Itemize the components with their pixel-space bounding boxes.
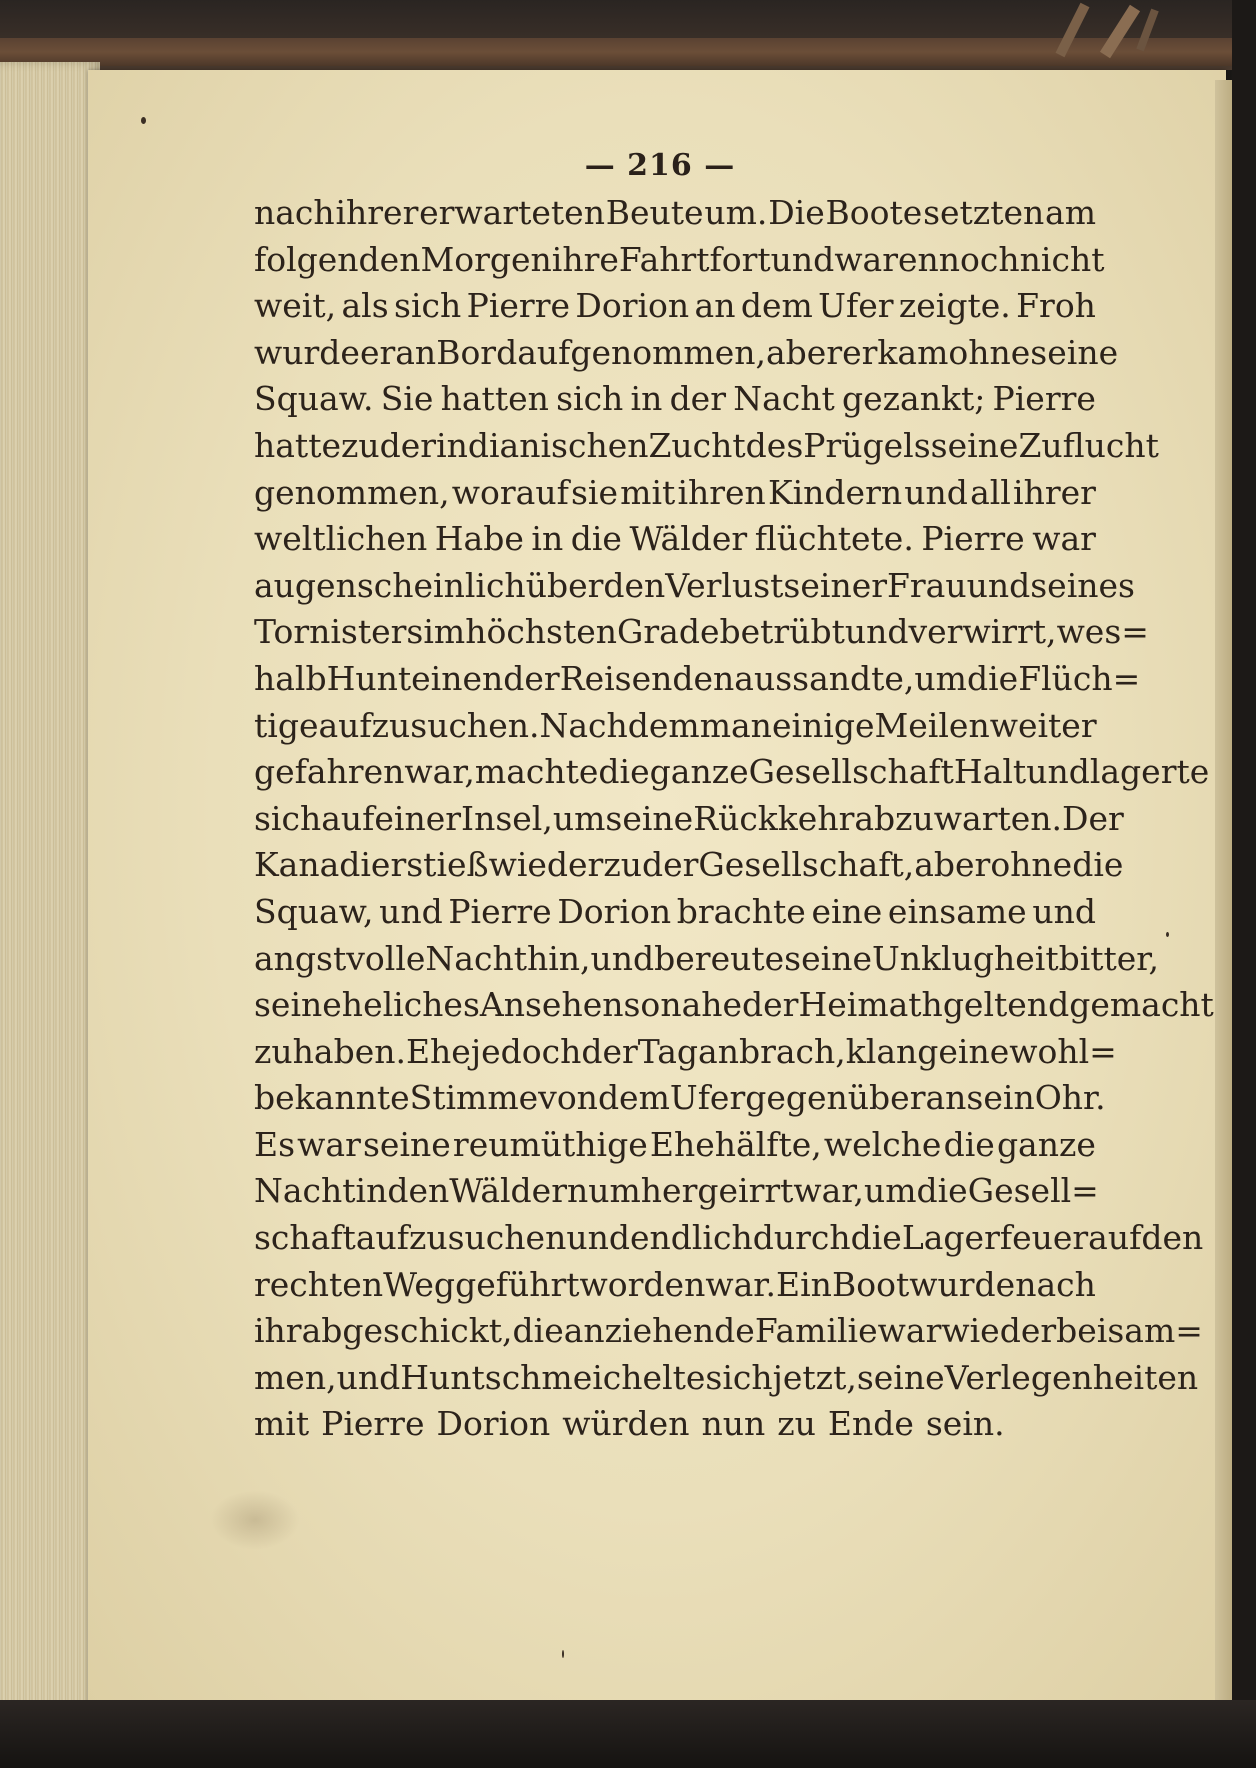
word: sein (254, 985, 323, 1025)
word: klang (845, 1031, 939, 1071)
word: geführt (455, 1264, 580, 1304)
word: bekannte (254, 1078, 410, 1118)
word: Nachdem (539, 705, 700, 745)
word: Pierre (321, 1404, 425, 1444)
word: brachte (676, 891, 806, 931)
word: der (581, 1031, 638, 1071)
word: Der (1062, 798, 1124, 838)
text-line (254, 936, 1159, 983)
word: indianischen (436, 425, 649, 465)
word: Verlegenheiten (944, 1357, 1199, 1397)
word: sich (556, 379, 624, 419)
word: umher (588, 1171, 698, 1211)
word: ohne (948, 332, 1031, 372)
word: Bord (436, 332, 518, 372)
word: im (423, 612, 466, 652)
word: am (1045, 193, 1096, 232)
word: Zuflucht (1018, 425, 1159, 465)
word: Grade (617, 612, 720, 652)
page-number: — 216 — (584, 148, 736, 183)
background-right (1232, 0, 1256, 1768)
word: hin, (526, 938, 591, 978)
word: und (844, 612, 909, 652)
word: Sie (380, 379, 434, 419)
word: sein. (925, 1404, 1005, 1444)
word: war (877, 1311, 942, 1351)
word: geirrt (697, 1171, 794, 1211)
text-line (254, 563, 1135, 610)
word: war. (705, 1264, 776, 1304)
word: kam (877, 332, 949, 372)
word: in (531, 519, 564, 559)
word: sich (254, 798, 322, 838)
word: seine (856, 1357, 945, 1397)
word: den (603, 565, 666, 605)
word: man (699, 705, 772, 745)
text-line (254, 842, 1124, 889)
word: haben. (292, 1031, 406, 1071)
word: Die (768, 193, 825, 232)
word: Flüch= (1018, 658, 1141, 698)
word: über (525, 565, 604, 605)
word: um (863, 1171, 917, 1211)
word: flüchtete. (754, 519, 914, 559)
word: aber (766, 332, 843, 372)
word: noch (938, 239, 1020, 279)
word: nach (254, 193, 335, 232)
word: Nacht (425, 938, 527, 978)
book-cover-bottom (0, 1700, 1256, 1768)
word: bereute (654, 938, 785, 978)
word: Ufer (818, 286, 894, 326)
word: die (850, 1218, 902, 1258)
word: und (566, 1218, 630, 1258)
text-line (254, 1308, 1203, 1355)
text-line (254, 889, 1096, 936)
word: Tag (637, 1031, 699, 1071)
word: folgenden (254, 239, 421, 279)
page-smudge (210, 1490, 300, 1550)
text-line (254, 703, 1096, 750)
word: zu (254, 1031, 293, 1071)
word: Zucht (648, 425, 746, 465)
word: seine (930, 425, 1019, 465)
word: und (1026, 752, 1090, 792)
word: seine (605, 798, 694, 838)
word: des (745, 425, 804, 465)
word: Ehe (405, 1031, 471, 1071)
word: Insel, (461, 798, 553, 838)
word: Halt (953, 752, 1027, 792)
word: schmeichelte (484, 1357, 706, 1397)
text-line (254, 749, 1210, 796)
word: anziehende (563, 1311, 755, 1351)
word: der (503, 658, 560, 698)
word: abgeschickt, (301, 1311, 513, 1351)
word: gemacht (1069, 985, 1214, 1025)
text-line (254, 190, 1096, 237)
word: und (904, 472, 968, 512)
word: und (379, 891, 443, 931)
word: wohl= (1009, 1031, 1117, 1071)
word: den (387, 1171, 450, 1211)
word: Gesellschaft, (698, 845, 915, 885)
word: und (336, 1357, 401, 1397)
word: um (914, 658, 967, 698)
word: an (925, 1078, 967, 1118)
word: einige (771, 705, 875, 745)
word: um. (704, 193, 768, 232)
word: einsame (887, 891, 1027, 931)
text-line (254, 470, 1096, 517)
word: in (630, 379, 663, 419)
word: Prügels (803, 425, 931, 465)
word: in (355, 1171, 388, 1211)
word: Fahrt (618, 239, 710, 279)
binding-cord-icon (1040, 0, 1160, 60)
word: Wälder (629, 519, 748, 559)
word: und (590, 938, 655, 978)
word: Heimath (798, 985, 943, 1025)
word: gegenüber (745, 1078, 926, 1118)
word: jedoch (470, 1031, 582, 1071)
text-line (254, 423, 1159, 470)
word: aufzusuchen (355, 1218, 567, 1258)
word: endlich (629, 1218, 753, 1258)
text-line (254, 656, 1141, 703)
word: aussandte, (734, 658, 915, 698)
text-line (254, 609, 1149, 656)
word: die (943, 1124, 995, 1164)
word: und (770, 239, 835, 279)
word: zu (603, 845, 642, 885)
ink-speck (141, 117, 146, 124)
text-line (254, 516, 1096, 563)
text-line (254, 1122, 1096, 1169)
word: Kanadier (254, 845, 407, 885)
word: seine (784, 938, 872, 978)
word: Nacht (733, 379, 835, 419)
word: die (916, 1171, 968, 1211)
word: Lagerfeuer (901, 1218, 1089, 1258)
word: abzuwarten. (854, 798, 1063, 838)
word: Meilen (874, 705, 990, 745)
word: war (1032, 519, 1096, 559)
word: Pierre (992, 379, 1096, 419)
word: tige (254, 705, 319, 745)
word: eine (811, 891, 883, 931)
word: ihrer (335, 193, 419, 232)
word: mit (254, 1404, 310, 1444)
word: geltend (942, 985, 1070, 1025)
word: Tornisters (254, 612, 424, 652)
word: welche (823, 1124, 942, 1164)
word: den (1141, 1218, 1204, 1258)
word: Dorion (436, 1404, 551, 1444)
word: höchsten (465, 612, 618, 652)
word: ganze (996, 1124, 1096, 1164)
word: Habe (434, 519, 524, 559)
word: Dorion (575, 286, 690, 326)
word: Wäldern (449, 1171, 589, 1211)
word: war, (404, 752, 475, 792)
word: jetzt, (772, 1357, 857, 1397)
word: ihren (677, 472, 766, 512)
word: seine (1030, 332, 1119, 372)
text-line (254, 1168, 1099, 1215)
word: stieß (406, 845, 489, 885)
word: nahe (660, 985, 743, 1025)
word: Squaw. (254, 379, 374, 419)
word: Nacht (254, 1171, 356, 1211)
word: die (966, 658, 1019, 698)
word: aufgenommen, (517, 332, 766, 372)
text-line (254, 796, 1124, 843)
word: zu (340, 425, 380, 465)
word: ihrer (1013, 472, 1096, 512)
word: der (641, 845, 699, 885)
word: der (669, 379, 726, 419)
word: worauf (451, 472, 569, 512)
word: Frau (887, 565, 967, 605)
word: wieder (488, 845, 604, 885)
word: men, (254, 1357, 337, 1397)
text-line (254, 1401, 1096, 1448)
word: anbrach, (698, 1031, 846, 1071)
word: Dorion (557, 891, 672, 931)
word: er (842, 332, 878, 372)
word: waren (834, 239, 939, 279)
word: sie (570, 472, 619, 512)
word: wieder (941, 1311, 1057, 1351)
word: Familie (754, 1311, 878, 1351)
word: fort (709, 239, 771, 279)
word: seiner (783, 565, 887, 605)
word: an (694, 286, 736, 326)
word: nicht (1019, 239, 1105, 279)
word: ganze (649, 752, 749, 792)
word: rechten (254, 1264, 384, 1304)
word: von (538, 1078, 598, 1118)
page-stack-edge (0, 62, 100, 1712)
word: Kindern (767, 472, 903, 512)
word: Reisenden (559, 658, 735, 698)
word: Ansehen (479, 985, 624, 1025)
word: machte (474, 752, 599, 792)
word: er (359, 332, 396, 372)
word: verwirrt, (908, 612, 1057, 652)
word: ohne (990, 845, 1073, 885)
word: mit (620, 472, 676, 512)
word: Verlust (665, 565, 784, 605)
word: Gesellschaft (748, 752, 954, 792)
word: angstvolle (254, 938, 426, 978)
word: Boote (825, 193, 923, 232)
text-line (254, 376, 1096, 423)
text-line (254, 1355, 1199, 1402)
word: war (297, 1124, 361, 1164)
word: hatten (440, 379, 549, 419)
word: die (512, 1311, 564, 1351)
text-line (254, 1215, 1204, 1262)
word: Ufer (669, 1078, 746, 1118)
word: dem (597, 1078, 670, 1118)
word: wes= (1056, 612, 1149, 652)
word: weit, (254, 286, 337, 326)
text-line (254, 330, 1119, 377)
text-line (254, 237, 1105, 284)
word: halb (254, 658, 327, 698)
text-line (254, 1029, 1117, 1076)
text-line (254, 982, 1214, 1029)
word: Beute (605, 193, 704, 232)
word: sein (966, 1078, 1035, 1118)
word: Gesell= (967, 1171, 1099, 1211)
word: Ende (827, 1404, 914, 1444)
word: Ein (776, 1264, 832, 1304)
word: Stimme (409, 1078, 539, 1118)
word: einer (374, 798, 462, 838)
word: wurde (909, 1264, 1016, 1304)
word: an (395, 332, 437, 372)
word: schaft (254, 1218, 356, 1258)
word: nach (1015, 1264, 1096, 1304)
word: genommen, (254, 472, 450, 512)
word: Ohr. (1034, 1078, 1106, 1118)
word: Ehehälfte, (649, 1124, 822, 1164)
word: war, (793, 1171, 864, 1211)
word: eine (938, 1031, 1010, 1071)
word: aber (914, 845, 991, 885)
text-line (254, 283, 1096, 330)
word: Es (254, 1124, 296, 1164)
word: wurde (254, 332, 360, 372)
word: betrübt (719, 612, 845, 652)
word: seine (362, 1124, 451, 1164)
word: Rückkehr (693, 798, 855, 838)
word: sich (705, 1357, 773, 1397)
word: worden (579, 1264, 706, 1304)
word: der (379, 425, 437, 465)
word: weiter (989, 705, 1097, 745)
word: Pierre (448, 891, 552, 931)
word: setzten (923, 193, 1045, 232)
word: Squaw, (254, 891, 374, 931)
word: Froh (1016, 286, 1096, 326)
word: auf (1088, 1218, 1142, 1258)
word: weltlichen (254, 519, 428, 559)
word: beisam= (1056, 1311, 1203, 1351)
word: dem (740, 286, 813, 326)
word: ihr (254, 1311, 302, 1351)
word: einen (411, 658, 504, 698)
word: Pierre (921, 519, 1025, 559)
word: Weg (383, 1264, 456, 1304)
word: bitter, (1058, 938, 1159, 978)
word: ihre (551, 239, 619, 279)
word: durch (752, 1218, 851, 1258)
word: auf (321, 798, 375, 838)
word: aufzusuchen. (318, 705, 540, 745)
word: Boot (831, 1264, 910, 1304)
word: Pierre (466, 286, 570, 326)
ink-speck (1166, 932, 1169, 937)
word: augenscheinlich (254, 565, 526, 605)
word: die (598, 752, 650, 792)
word: lagerte (1089, 752, 1210, 792)
word: sich (394, 286, 462, 326)
word: gezankt; (841, 379, 986, 419)
word: reumüthige (452, 1124, 648, 1164)
word: zu (777, 1404, 816, 1444)
word: zeigte. (898, 286, 1011, 326)
word: und (966, 565, 1031, 605)
text-line (254, 1262, 1096, 1309)
word: hatte (254, 425, 341, 465)
word: Hunt (400, 1357, 485, 1397)
word: gefahren (254, 752, 405, 792)
word: erwarteten (419, 193, 605, 232)
word: der (742, 985, 799, 1025)
word: die (1072, 845, 1124, 885)
word: Morgen (420, 239, 552, 279)
word: all (970, 472, 1011, 512)
word: würden (562, 1404, 690, 1444)
text-line (254, 1075, 1106, 1122)
word: seines (1030, 565, 1135, 605)
word: eheliches (322, 985, 480, 1025)
word: nun (701, 1404, 766, 1444)
word: als (341, 286, 389, 326)
word: Hunt (326, 658, 412, 698)
word: Unklugheit (871, 938, 1059, 978)
ink-speck (562, 1650, 564, 1658)
word: und (1032, 891, 1096, 931)
page-body-text (254, 190, 1214, 1490)
word: um (552, 798, 606, 838)
word: die (570, 519, 622, 559)
word: so (623, 985, 661, 1025)
